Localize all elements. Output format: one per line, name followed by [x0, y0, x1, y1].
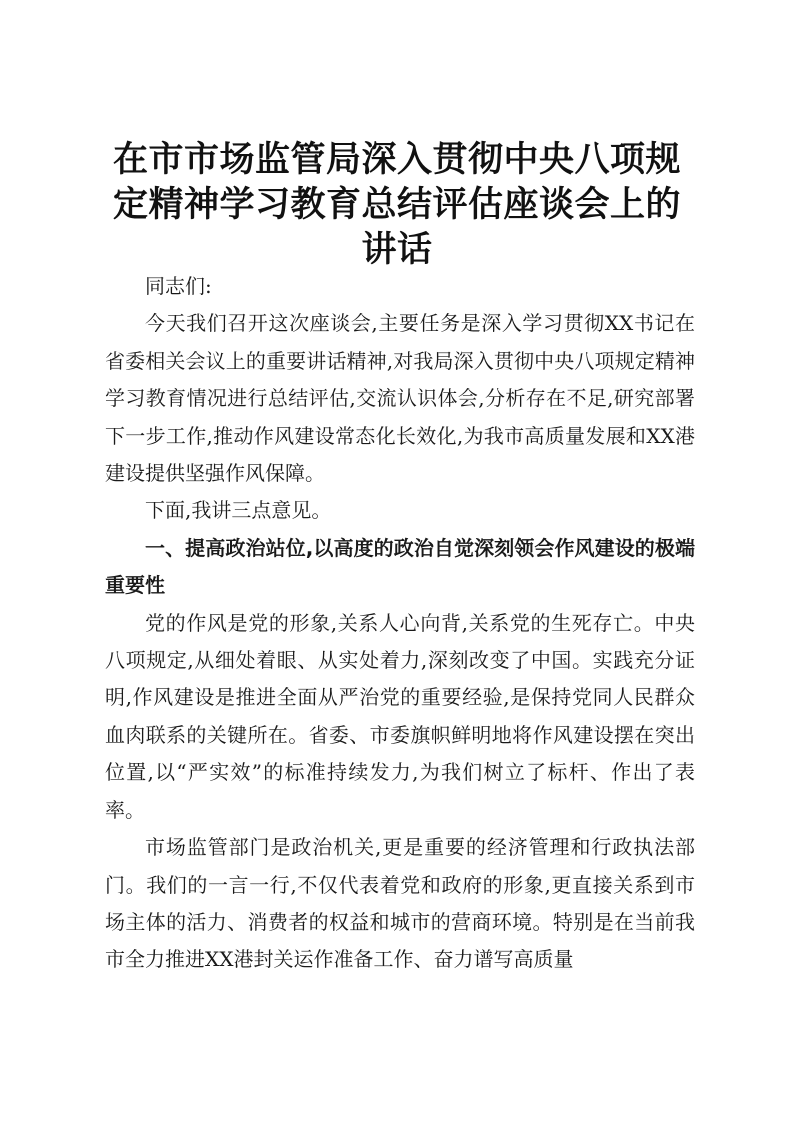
salutation: 同志们: [145, 274, 212, 298]
paragraph: 党的作风是党的形象,关系人心向背,关系党的生死存亡。中央八项规定,从细处着眼、从实处着力,深刻改变了中国。实践充分证明,作风建设是推进全面从严治党的重要经验,是保持党同人民群众血肉联系的关键所在。省委、市委旗帜鲜明地将作风建设摆在突出位置,以“严实效”的标准持续发力,为我们树立了标杆、作出了表率。 [105, 610, 695, 822]
paragraph: 今天我们召开这次座谈会,主要任务是深入学习贯彻XX书记在省委相关会议上的重要讲话精神,对我局深入贯彻中央八项规定精神学习教育情况进行总结评估,交流认识体会,分析存在不足,研究部署下一步工作,推动作风建设常态化长效化,为我市高质量发展和XX港建设提供坚强作风保障。 [105, 311, 695, 486]
document-title: 在市市场监管局深入贯彻中央八项规定精神学习教育总结评估座谈会上的讲话 [112, 140, 681, 270]
paragraph: 市场监管部门是政治机关,更是重要的经济管理和行政执法部门。我们的一言一行,不仅代表着党和政府的形象,更直接关系到市场主体的活力、消费者的权益和城市的营商环境。特别是在当前我市全力推进XX港封关运作准备工作、奋力谱写高质量 [105, 835, 695, 972]
section-heading: 一、提高政治站位,以高度的政治自觉深刻领会作风建设的极端重要性 [105, 535, 695, 598]
paragraph: 下面,我讲三点意见。 [145, 498, 332, 523]
document-body [105, 268, 695, 979]
